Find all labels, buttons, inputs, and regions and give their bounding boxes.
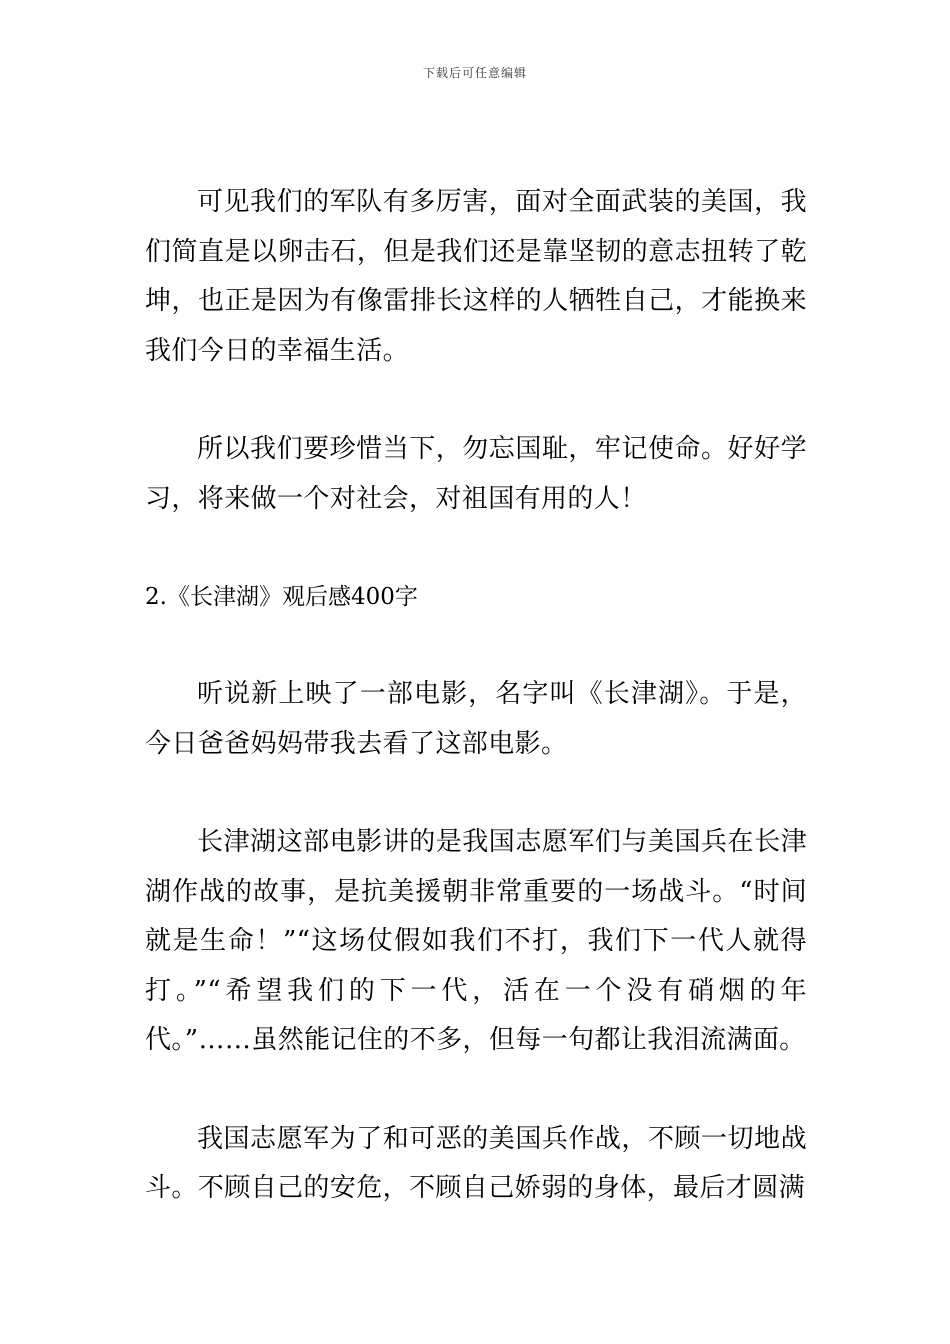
paragraph-2: 所以我们要珍惜当下，勿忘国耻，牢记使命。好好学习，将来做一个对社会，对祖国有用的人！ xyxy=(145,434,807,514)
paragraph-spacer xyxy=(145,524,807,573)
paragraph-5: 我国志愿军为了和可恶的美国兵作战，不顾一切地战斗。不顾自己的安危，不顾自己娇弱的身体，最后才圆满 xyxy=(145,1123,807,1203)
paragraph-3: 听说新上映了一部电影，名字叫《长津湖》。于是，今日爸爸妈妈带我去看了这部电影。 xyxy=(145,679,807,759)
page-header-note: 下载后可任意编辑 xyxy=(422,66,527,80)
paragraph-4: 长津湖这部电影讲的是我国志愿军们与美国兵在长津湖作战的故事，是抗美援朝非常重要的一场战斗。“时间就是生命！”“这场仗假如我们不打，我们下一代人就得打。”“希望我们的下一代，活在一个没有硝烟的年代。”……虽然能记住的不多，但每一句都让我泪流满面。 xyxy=(145,827,807,1055)
paragraph-1: 可见我们的军队有多厉害，面对全面武装的美国，我们简直是以卵击石，但是我们还是靠坚韧的意志扭转了乾坤，也正是因为有像雷排长这样的人牺牲自己，才能换来我们今日的幸福生活。 xyxy=(145,187,807,366)
paragraph-spacer xyxy=(145,622,807,670)
paragraph-spacer xyxy=(145,769,807,818)
document-body xyxy=(145,178,807,1214)
section-heading: 2.《长津湖》观后感400字 xyxy=(145,584,418,610)
paragraph-spacer xyxy=(145,376,807,425)
paragraph-spacer xyxy=(145,1066,807,1115)
